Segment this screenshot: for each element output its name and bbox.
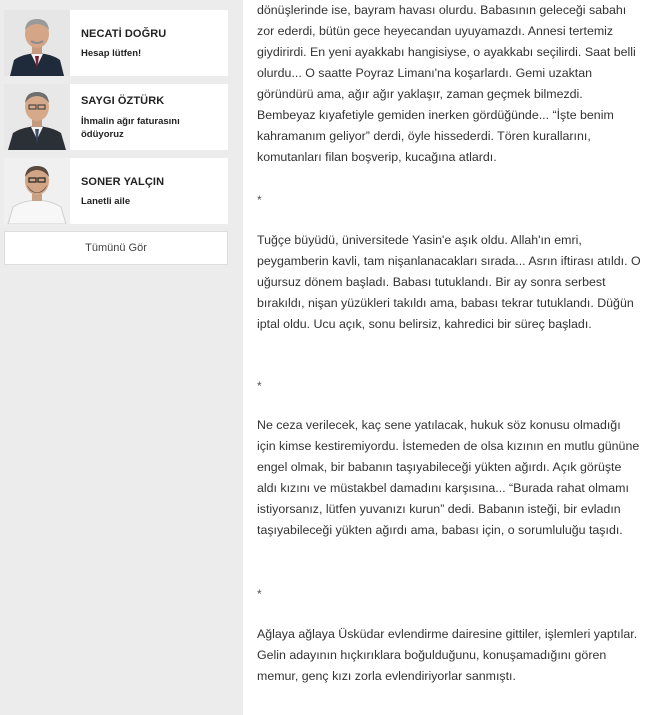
section-separator: * xyxy=(257,193,262,207)
author-name[interactable]: SAYGI ÖZTÜRK xyxy=(81,95,165,107)
article-paragraph: Ne ceza verilecek, kaç sene yatılacak, hukuk söz konusu olmadığı için kimse kestiremiyordu. İstemeden de olsa kızının en mutlu gününe engel olmak, bir babanın taşıyabileceği yükten ağırdı. Açık görüşte aldı kızını ve müstakbel damadını karşısına... “Burada rahat olmamı istiyorsanız, lütfen yuvanızı kurun” dedi. Babanın isteği, bir evladın taşıyabileceği yükten ağırdı ama, babası için, o sorumluluğu taşıdı. xyxy=(257,418,640,537)
author-headline[interactable]: Hesap lütfen! xyxy=(81,48,142,59)
author-headline[interactable]: Lanetli aile xyxy=(81,196,131,207)
author-card-necati-dogru[interactable] xyxy=(4,10,228,76)
author-name[interactable]: NECATİ DOĞRU xyxy=(81,28,167,40)
author-name[interactable]: SONER YALÇIN xyxy=(81,176,165,188)
author-photo[interactable] xyxy=(4,10,70,76)
author-photo[interactable] xyxy=(4,158,70,224)
author-card-soner-yalcin[interactable] xyxy=(4,158,228,224)
author-card-saygi-ozturk[interactable] xyxy=(4,84,228,150)
section-separator: * xyxy=(257,379,262,393)
author-headline[interactable]: İhmalin ağır faturasını ödüyoruz xyxy=(81,116,180,140)
article-paragraph: Tuğçe büyüdü, üniversitede Yasin'e aşık oldu. Allah'ın emri, peygamberin kavli, tam nişanlanacakları sırada... Asrın iftirası atıldı. O uğursuz dönem başladı. Babası tutuklandı. Bir ay sonra serbest bırakıldı, nişan yüzükleri takıldı ama, babası tekrar tutuklandı. Düğün iptal oldu. Ucu açık, sonu belirsiz, kahredici bir süreç başladı. xyxy=(257,233,641,331)
sidebar xyxy=(0,0,243,715)
section-separator: * xyxy=(257,587,262,601)
author-photo[interactable] xyxy=(4,84,70,150)
article-paragraph: Ağlaya ağlaya Üsküdar evlendirme dairesine gittiler, işlemleri yaptılar. Gelin adayının hıçkırıklara boğulduğunu, konuşamadığını gören memur, genç kızı zorla evlendiriyorlar sanmıştı. xyxy=(257,627,638,683)
see-all-button[interactable]: Tümünü Gör xyxy=(4,231,228,265)
article-paragraph: dönüşlerinde ise, bayram havası olurdu. Babasının geleceği sabahı zor ederdi, bütün gece heyecandan uyuyamazdı. Annesi tertemiz giydirirdi. En yeni ayakkabı hangisiyse, o ayakkabı seçilirdi. Saat belli olurdu... O saatte Poyraz Limanı'na koşarlardı. Gemi uzaktan göründürü ama, ağır ağır yaklaşır, zaman geçmek bilmezdi. Bembeyaz kıyafetiyle gemiden inerken gördüğünde... “İşte benim kahramanım geliyor” derdi, öyle hissederdi. Tören kurallarını, komutanları filan boşverip, kucağına atlardı. xyxy=(257,3,636,164)
